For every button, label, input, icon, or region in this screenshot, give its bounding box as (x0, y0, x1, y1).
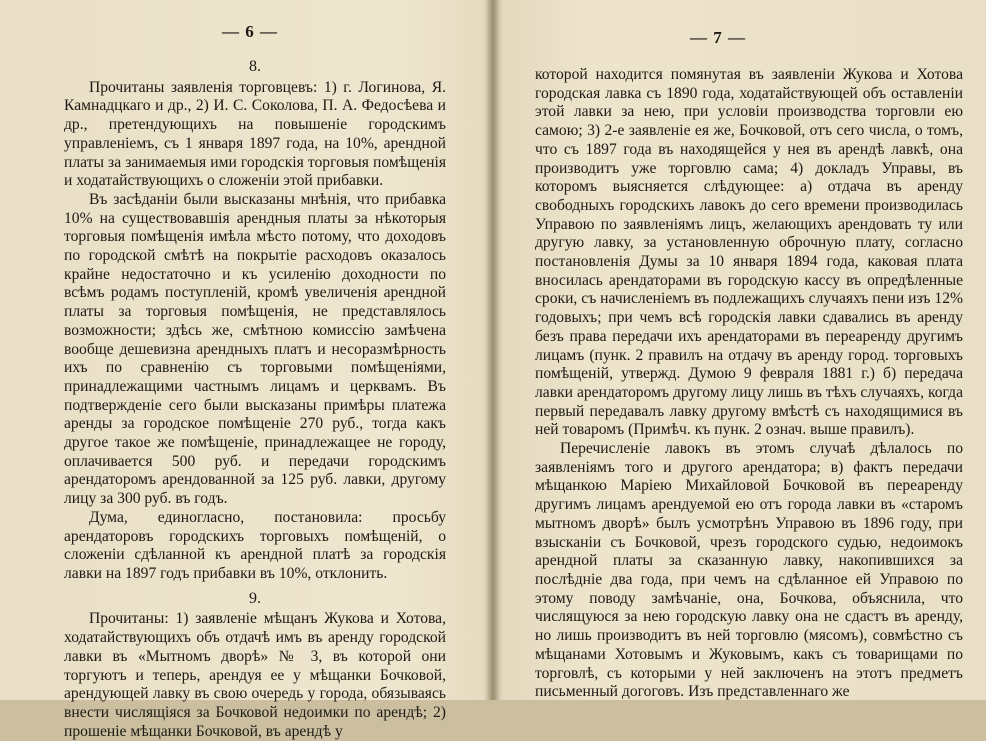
paragraph: Въ засѣданіи были высказаны мнѣнія, что прибавка 10% на существовавшія арендныя платы за нѣкоторыя торговыя помѣщенія имѣла мѣсто потому, что доходовъ по городской смѣтѣ на покрытіе расходовъ оказалось крайне недостаточно и къ усиленію доходности по всѣмъ родамъ поступленій, кромѣ увеличенія арендной платы за торговыя помѣщенія, не представлялось возможности; здѣсь же, смѣтною комиссію замѣчена вообще дешевизна арендныхъ платъ и несоразмѣрность ихъ по сравненію съ торговыми помѣщеніями, принадлежащими частнымъ лицамъ и церквамъ. Въ подтвержденіе сего были высказаны примѣры платежа аренды за городское помѣщеніе 270 руб., тогда какъ другое такое же помѣщеніе, принадлежащее не городу, оплачивается 500 руб. и передачи городскимъ арендаторомъ арендованной за 125 руб. лавки, другому лицу за 300 руб. въ годъ. (64, 190, 446, 508)
page-number: — 7 — (690, 28, 746, 47)
paragraph: Прочитаны заявленія торговцевъ: 1) г. Логинова, Я. Камнадцкаго и др., 2) И. С. Соколова, П. А. Федосѣева и др., претендующихъ на повышеніе городскимъ управленіемъ, съ 1 января 1897 года, на 10%, арендной платы за занимаемыя ими городскія торговыя помѣщенія и ходатайствующихъ о сложеніи этой прибавки. (64, 78, 446, 190)
page-number: — 6 — (222, 22, 278, 41)
left-page (0, 0, 493, 740)
section-heading: 9. (249, 589, 261, 607)
paragraph: Перечисленіе лавокъ въ этомъ случаѣ дѣлалось по заявленіямъ того и другого арендатора; в) фактъ передачи мѣщанкою Маріею Михайловой Бочковой въ переаренду другимъ лицамъ арендуемой ею отъ города лавки въ «старомъ мытномъ дворѣ» былъ усмотрѣнъ Управою въ 1896 году, при взысканіи съ Бочковой, чрезъ городского судью, недоимокъ арендной платы за сказанную лавку, накопившихся за послѣдніе два года, при чемъ на сдѣланное ей Управою по этому поводу замѣчаніе, она, Бочкова, объяснила, что числящуюся за нею городскую лавку она не сдастъ въ аренду, но лишь производитъ въ ней торговлю (мясомъ), совмѣстно съ мѣщанами Хотовымъ и Жуковымъ, какъ съ товарищами по торговлѣ, съ которыми у ней заключенъ на этотъ предметъ письменный догоговъ. Изъ представленнаго же (535, 440, 963, 701)
left-page-text (64, 58, 446, 741)
right-page (493, 0, 986, 700)
paragraph: которой находится помянутая въ заявленіи Жукова и Хотова городская лавка съ 1890 года, ходатайствующей объ оставленіи этой лавки за нею, при условіи производства торговли ею самою; 3) 2-е заявленіе ея же, Бочковой, отъ сего числа, о томъ, что съ 1897 года въ находящейся у нея въ арендѣ лавкѣ, она производитъ уже торговлю сама; 4) докладъ Управы, въ которомъ выясняется слѣдующее: а) отдача въ аренду свободныхъ городскихъ лавокъ до сего времени производилась Управою по заявленіямъ лицъ, желающихъ арендовать ту или другую лавку, за установленную оброчную плату, согласно постановленія Думы за 10 января 1894 года, каковая плата вносилась арендаторами въ городскую кассу въ опредѣленные сроки, съ начисленіемъ въ подлежащихъ случаяхъ пени изъ 12% годовыхъ; при чемъ всѣ городскія лавки сдавались въ аренду безъ права передачи ихъ арендаторами въ переаренду другимъ лицамъ (пунк. 2 правилъ на отдачу въ аренду город. торговыхъ помѣщеній, утвержд. Думою 9 февраля 1881 г.) б) передача лавки арендаторомъ другому лицу лишь въ тѣхъ случаяхъ, когда первый передавалъ лавку другому вмѣстѣ съ находящимися въ ней товаромъ (Примѣч. къ пунк. 2 означ. выше правилъ). (535, 66, 963, 439)
section-heading: 8. (249, 58, 261, 75)
paragraph: Дума, единогласно, постановила: просьбу арендаторовъ городскихъ торговыхъ помѣщеній, о сложеніи сдѣланной къ арендной платѣ за городскія лавки на 1897 годъ прибавки въ 10%, отклонить. (64, 508, 446, 582)
paragraph: Прочитаны: 1) заявленіе мѣщанъ Жукова и Хотова, ходатайствующихъ объ отдачѣ имъ въ аренду городской лавки въ «Мытномъ дворѣ» № 3, въ которой они торгуютъ и теперь, арендуя ее у мѣщанки Бочковой, арендующей лавку въ свою очередь у города, обязываясь внести числящіяся за Бочковой недоимки по арендѣ; 2) прошеніе мѣщанки Бочковой, въ арендѣ у (64, 610, 446, 740)
right-page-text (535, 66, 963, 702)
